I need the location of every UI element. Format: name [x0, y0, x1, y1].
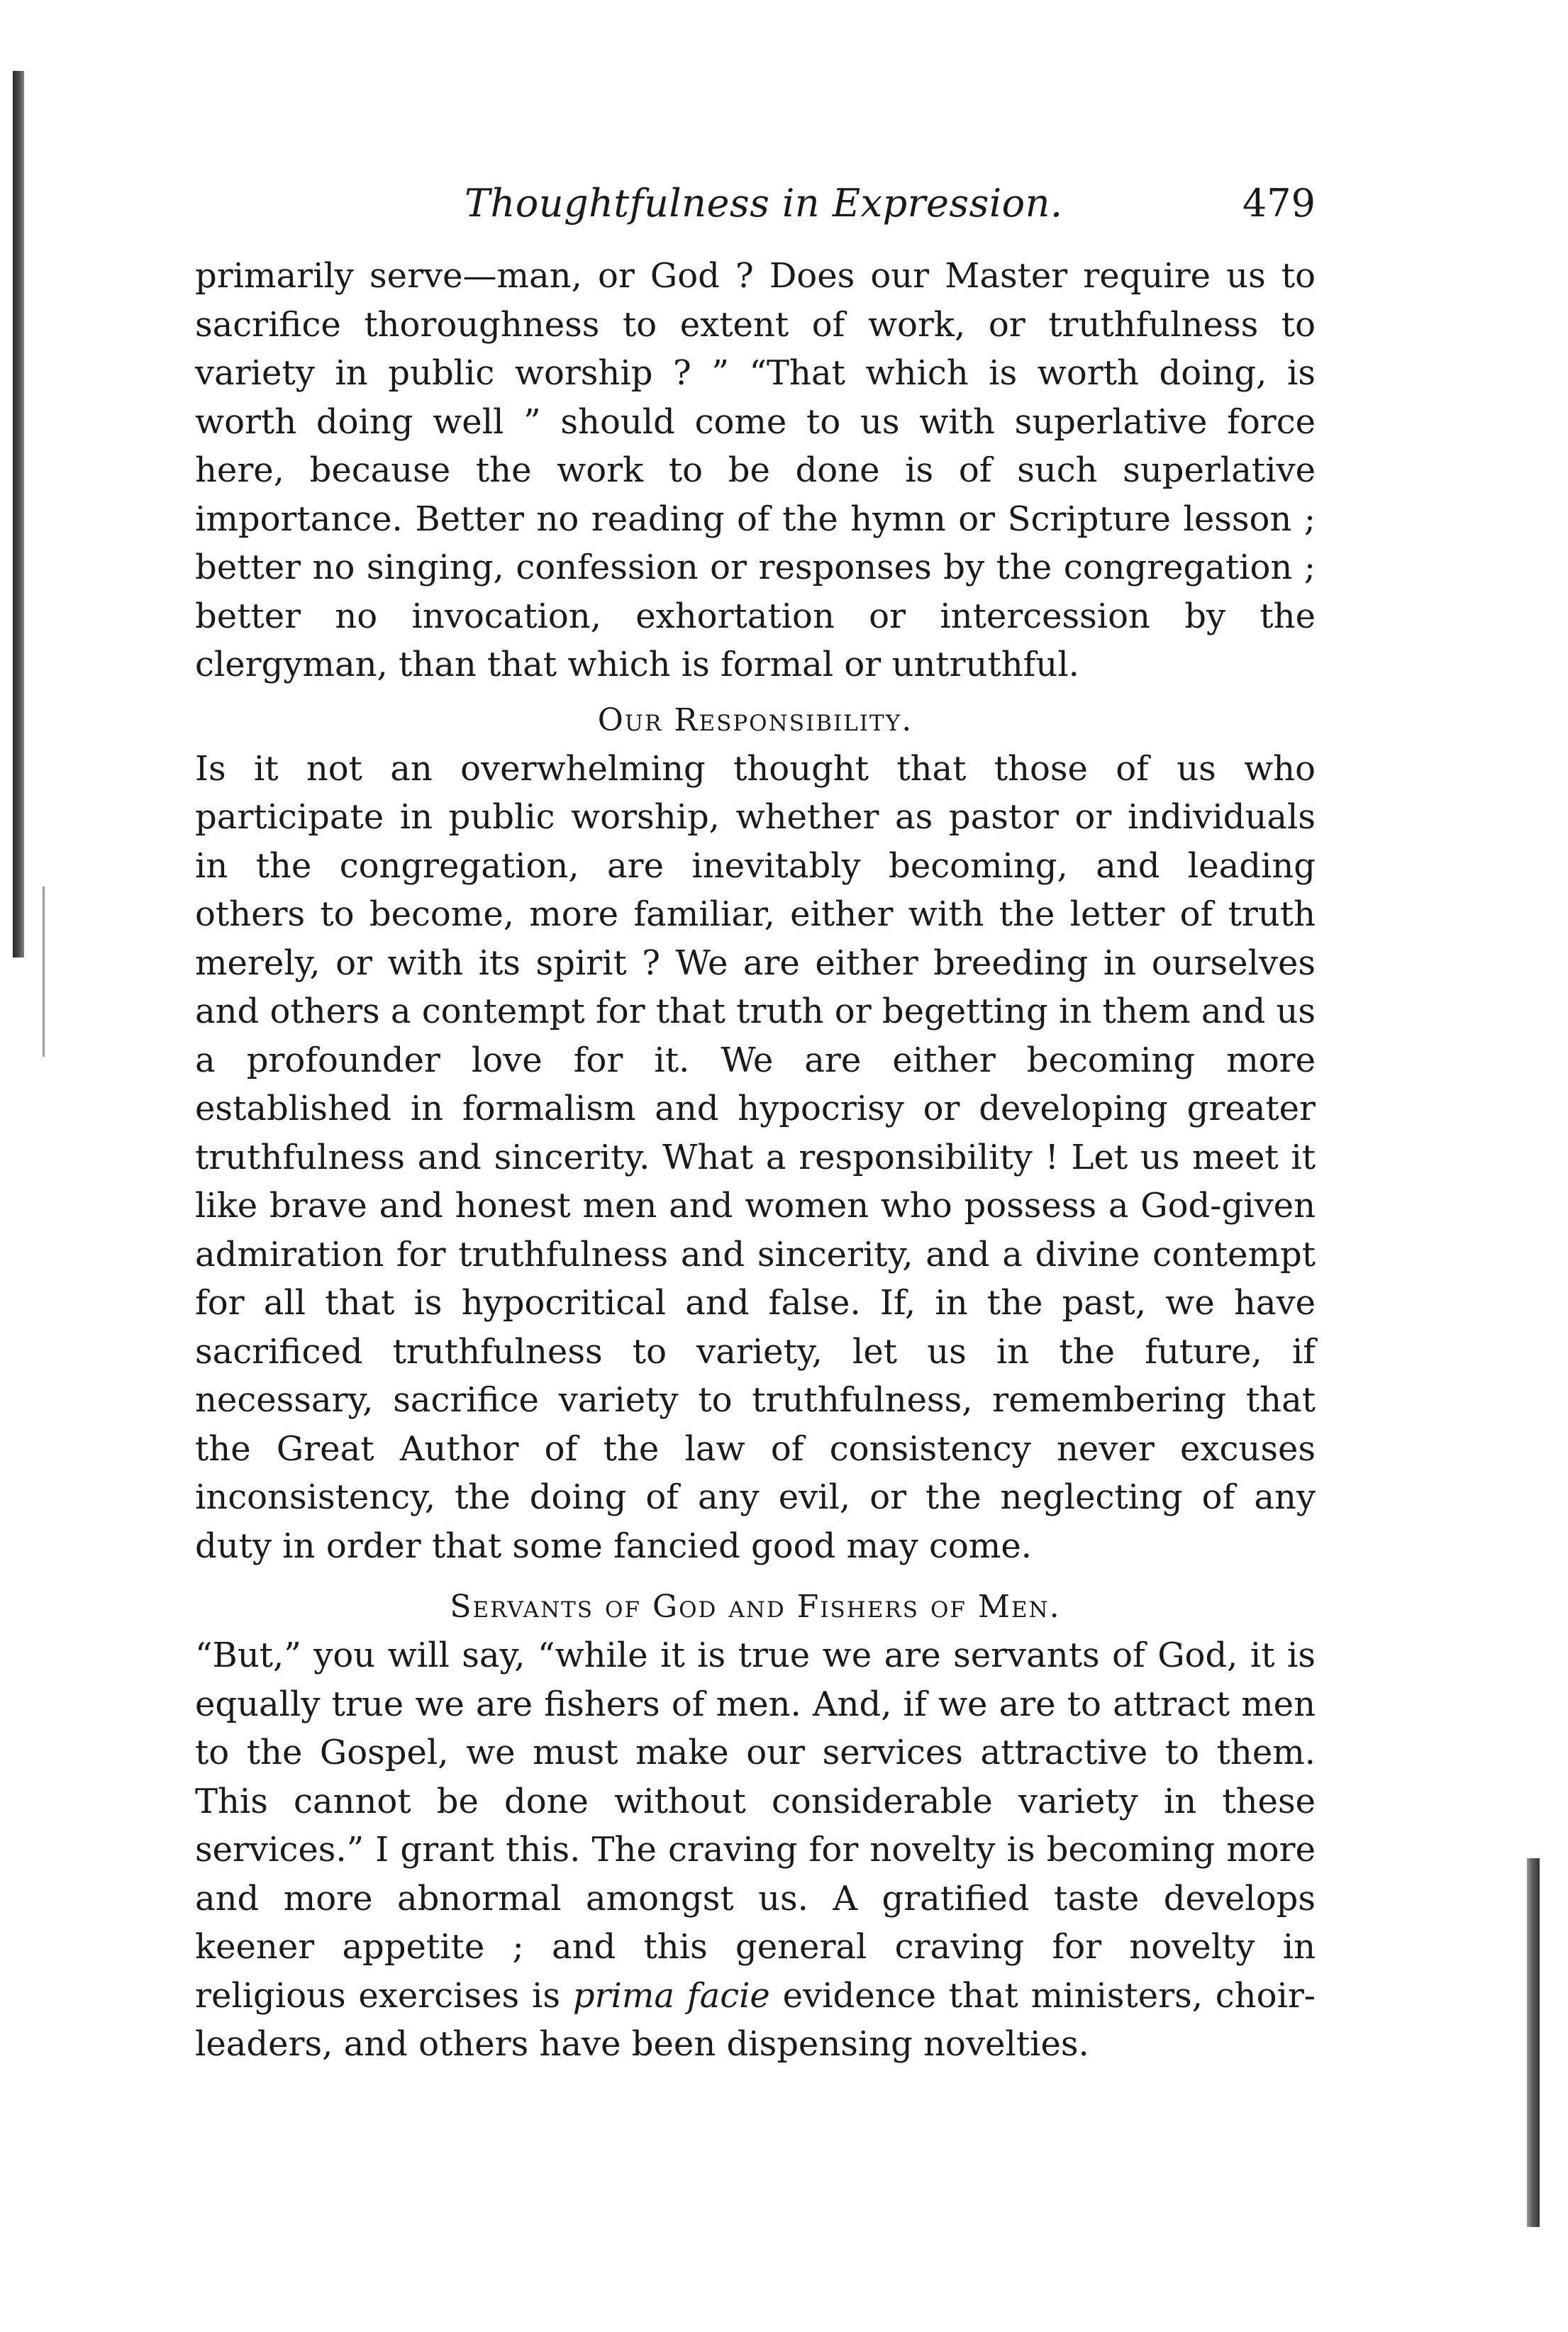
section-heading-our-responsibility: Our Responsibility. [597, 701, 913, 738]
paragraph-3-text-b: evidence that ministers, choir-leaders, and others have been dispensing novelties. [195, 1975, 1316, 2064]
main-text [195, 252, 1316, 2069]
paragraph-3 [195, 1631, 1316, 2069]
section-heading-servants-of-god: Servants of God and Fishers of Men. [450, 1589, 1061, 1625]
paragraph-3-text-a: “But,” you will say, “while it is true we are servants of God, it is equally true we are fishers of men. And, if we are to attract men to the Gospel, we must make our services attractive to them. This cannot be done without considerable variety in these services.” I grant this. The craving for novelty is becoming more and more abnormal amongst us. A gratified taste develops keener appetite ; and this general craving for novelty in religious exercises is [195, 1636, 1316, 2016]
scan-edge-line-left [43, 887, 45, 1057]
paragraph-3-italic-phrase: prima facie [572, 1975, 770, 2016]
scan-binding-edge-right [1527, 1858, 1540, 2227]
scan-binding-edge-left [13, 71, 24, 957]
paragraph-1: primarily serve—man, or God ? Does our Master require us to sacrifice thoroughness to extent of work, or truthfulness to variety in public worship ? ” “That which is worth doing, is worth doing well ” should come to us with superlative force here, because the work to be done is of such superlative importance. Better no reading of the hymn or Scripture lesson ; better no singing, confession or responses by the congregation ; better no invocation, exhortation or intercession by the clergyman, than that which is formal or untruthful. [195, 256, 1316, 684]
page-header [195, 181, 1316, 238]
running-title: Thoughtfulness in Expression. [465, 181, 1063, 226]
paragraph-2: Is it not an overwhelming thought that those of us who participate in public worship, whether as pastor or individuals in the congregation, are inevitably becoming, and leading others to become, more familiar, either with the letter of truth merely, or with its spirit ? We are either breeding in ourselves and others a contempt for that truth or begetting in them and us a profounder love for it. We are either becoming more established in formalism and hypocrisy or developing greater truthfulness and sincerity. What a responsibility ! Let us meet it like brave and honest men and women who possess a God-given admiration for truthfulness and sincerity, and a divine contempt for all that is hypocritical and false. If, in the past, we have sacrificed truthfulness to variety, let us in the future, if necessary, sacrifice variety to truthfulness, remembering that the Great Author of the law of consistency never excuses inconsistency, the doing of any evil, or the neglecting of any duty in order that some fancied good may come. [195, 748, 1316, 1566]
page-number: 479 [1242, 181, 1316, 226]
